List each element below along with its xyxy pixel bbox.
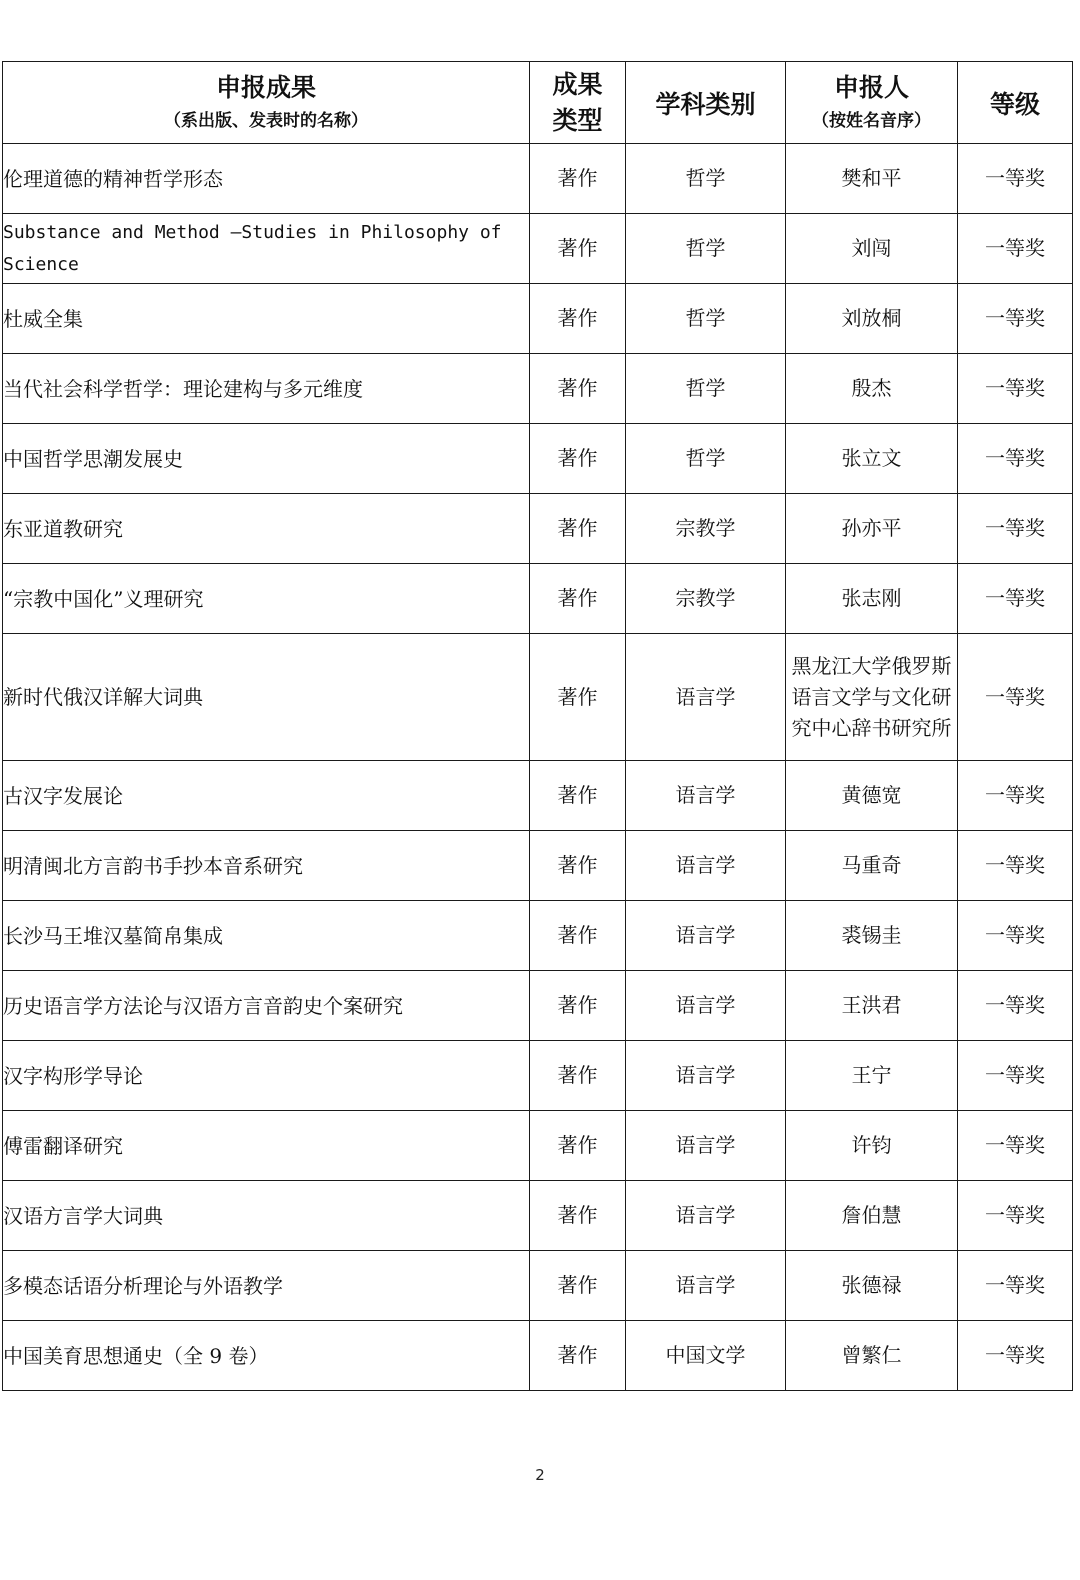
table-row <box>3 494 1073 564</box>
table-row <box>3 1181 1073 1251</box>
table-row <box>3 144 1073 214</box>
header-achievement-title: 申报成果 <box>215 72 316 102</box>
achievement-type: 著作 <box>530 901 626 971</box>
achievement-type: 著作 <box>530 494 626 564</box>
applicant: 张德禄 <box>786 1251 958 1321</box>
grade: 一等奖 <box>958 1181 1073 1251</box>
achievement-title: 新时代俄汉详解大词典 <box>3 634 530 761</box>
discipline: 哲学 <box>626 214 786 284</box>
discipline: 哲学 <box>626 424 786 494</box>
applicant: 张立文 <box>786 424 958 494</box>
table-row <box>3 831 1073 901</box>
applicant: 樊和平 <box>786 144 958 214</box>
header-type-line2: 类型 <box>552 105 603 135</box>
grade: 一等奖 <box>958 1321 1073 1391</box>
applicant: 刘闯 <box>786 214 958 284</box>
discipline: 语言学 <box>626 831 786 901</box>
header-grade-label: 等级 <box>989 89 1040 119</box>
achievement-type: 著作 <box>530 144 626 214</box>
header-type-line1: 成果 <box>552 69 603 99</box>
achievement-type: 著作 <box>530 284 626 354</box>
applicant: 马重奇 <box>786 831 958 901</box>
achievement-type: 著作 <box>530 1041 626 1111</box>
applicant: 王洪君 <box>786 971 958 1041</box>
achievement-type: 著作 <box>530 1251 626 1321</box>
grade: 一等奖 <box>958 424 1073 494</box>
applicant: 黄德宽 <box>786 761 958 831</box>
achievement-type: 著作 <box>530 354 626 424</box>
grade: 一等奖 <box>958 284 1073 354</box>
table-row <box>3 634 1073 761</box>
achievement-title: 古汉字发展论 <box>3 761 530 831</box>
header-applicant-note: （按姓名音序） <box>812 110 931 131</box>
applicant: 詹伯慧 <box>786 1181 958 1251</box>
discipline: 宗教学 <box>626 564 786 634</box>
table-row <box>3 1251 1073 1321</box>
achievement-title: Substance and Method —Studies in Philosophy of Science <box>3 214 530 284</box>
grade: 一等奖 <box>958 1041 1073 1111</box>
applicant: 殷杰 <box>786 354 958 424</box>
awards-table <box>2 61 1073 1391</box>
applicant: 王宁 <box>786 1041 958 1111</box>
applicant: 曾繁仁 <box>786 1321 958 1391</box>
table-row <box>3 901 1073 971</box>
grade: 一等奖 <box>958 144 1073 214</box>
table-header-row <box>3 62 1073 144</box>
discipline: 宗教学 <box>626 494 786 564</box>
discipline: 语言学 <box>626 1251 786 1321</box>
achievement-type: 著作 <box>530 424 626 494</box>
achievement-type: 著作 <box>530 1321 626 1391</box>
achievement-title: 多模态话语分析理论与外语教学 <box>3 1251 530 1321</box>
table-row <box>3 761 1073 831</box>
achievement-title: 长沙马王堆汉墓简帛集成 <box>3 901 530 971</box>
achievement-title: 东亚道教研究 <box>3 494 530 564</box>
achievement-type: 著作 <box>530 761 626 831</box>
grade: 一等奖 <box>958 564 1073 634</box>
achievement-title: 汉字构形学导论 <box>3 1041 530 1111</box>
header-discipline <box>626 62 786 144</box>
table-row <box>3 1111 1073 1181</box>
achievement-title: 中国美育思想通史（全 9 卷） <box>3 1321 530 1391</box>
discipline: 中国文学 <box>626 1321 786 1391</box>
achievement-type: 著作 <box>530 214 626 284</box>
header-type <box>530 62 626 144</box>
achievement-type: 著作 <box>530 564 626 634</box>
achievement-type: 著作 <box>530 1181 626 1251</box>
grade: 一等奖 <box>958 214 1073 284</box>
achievement-title: 伦理道德的精神哲学形态 <box>3 144 530 214</box>
applicant: 张志刚 <box>786 564 958 634</box>
achievement-title: 当代社会科学哲学：理论建构与多元维度 <box>3 354 530 424</box>
table-row <box>3 564 1073 634</box>
table-row <box>3 284 1073 354</box>
header-grade <box>958 62 1073 144</box>
grade: 一等奖 <box>958 354 1073 424</box>
discipline: 语言学 <box>626 901 786 971</box>
table-row <box>3 354 1073 424</box>
grade: 一等奖 <box>958 901 1073 971</box>
achievement-title: 历史语言学方法论与汉语方言音韵史个案研究 <box>3 971 530 1041</box>
achievement-type: 著作 <box>530 1111 626 1181</box>
header-discipline-label: 学科类别 <box>655 89 756 119</box>
discipline: 语言学 <box>626 634 786 761</box>
grade: 一等奖 <box>958 1111 1073 1181</box>
achievement-title: 明清闽北方言韵书手抄本音系研究 <box>3 831 530 901</box>
achievement-type: 著作 <box>530 971 626 1041</box>
grade: 一等奖 <box>958 494 1073 564</box>
discipline: 哲学 <box>626 144 786 214</box>
achievement-title: 杜威全集 <box>3 284 530 354</box>
table-row <box>3 214 1073 284</box>
discipline: 语言学 <box>626 971 786 1041</box>
achievement-type: 著作 <box>530 634 626 761</box>
applicant: 孙亦平 <box>786 494 958 564</box>
grade: 一等奖 <box>958 1251 1073 1321</box>
grade: 一等奖 <box>958 831 1073 901</box>
achievement-title: 傅雷翻译研究 <box>3 1111 530 1181</box>
applicant: 刘放桐 <box>786 284 958 354</box>
discipline: 语言学 <box>626 1181 786 1251</box>
page-number: 2 <box>535 1466 545 1484</box>
achievement-type: 著作 <box>530 831 626 901</box>
applicant: 裘锡圭 <box>786 901 958 971</box>
table-row <box>3 1041 1073 1111</box>
applicant: 许钧 <box>786 1111 958 1181</box>
header-achievement <box>3 62 530 144</box>
header-applicant <box>786 62 958 144</box>
grade: 一等奖 <box>958 971 1073 1041</box>
discipline: 语言学 <box>626 1041 786 1111</box>
discipline: 语言学 <box>626 1111 786 1181</box>
applicant: 黑龙江大学俄罗斯语言文学与文化研究中心辞书研究所 <box>786 634 958 761</box>
table-row <box>3 1321 1073 1391</box>
grade: 一等奖 <box>958 761 1073 831</box>
discipline: 语言学 <box>626 761 786 831</box>
discipline: 哲学 <box>626 354 786 424</box>
table-row <box>3 424 1073 494</box>
achievement-title: 汉语方言学大词典 <box>3 1181 530 1251</box>
table-row <box>3 971 1073 1041</box>
achievement-title: “宗教中国化”义理研究 <box>3 564 530 634</box>
grade: 一等奖 <box>958 634 1073 761</box>
discipline: 哲学 <box>626 284 786 354</box>
header-applicant-title: 申报人 <box>833 72 909 102</box>
header-achievement-note: （系出版、发表时的名称） <box>164 110 368 131</box>
achievement-title: 中国哲学思潮发展史 <box>3 424 530 494</box>
